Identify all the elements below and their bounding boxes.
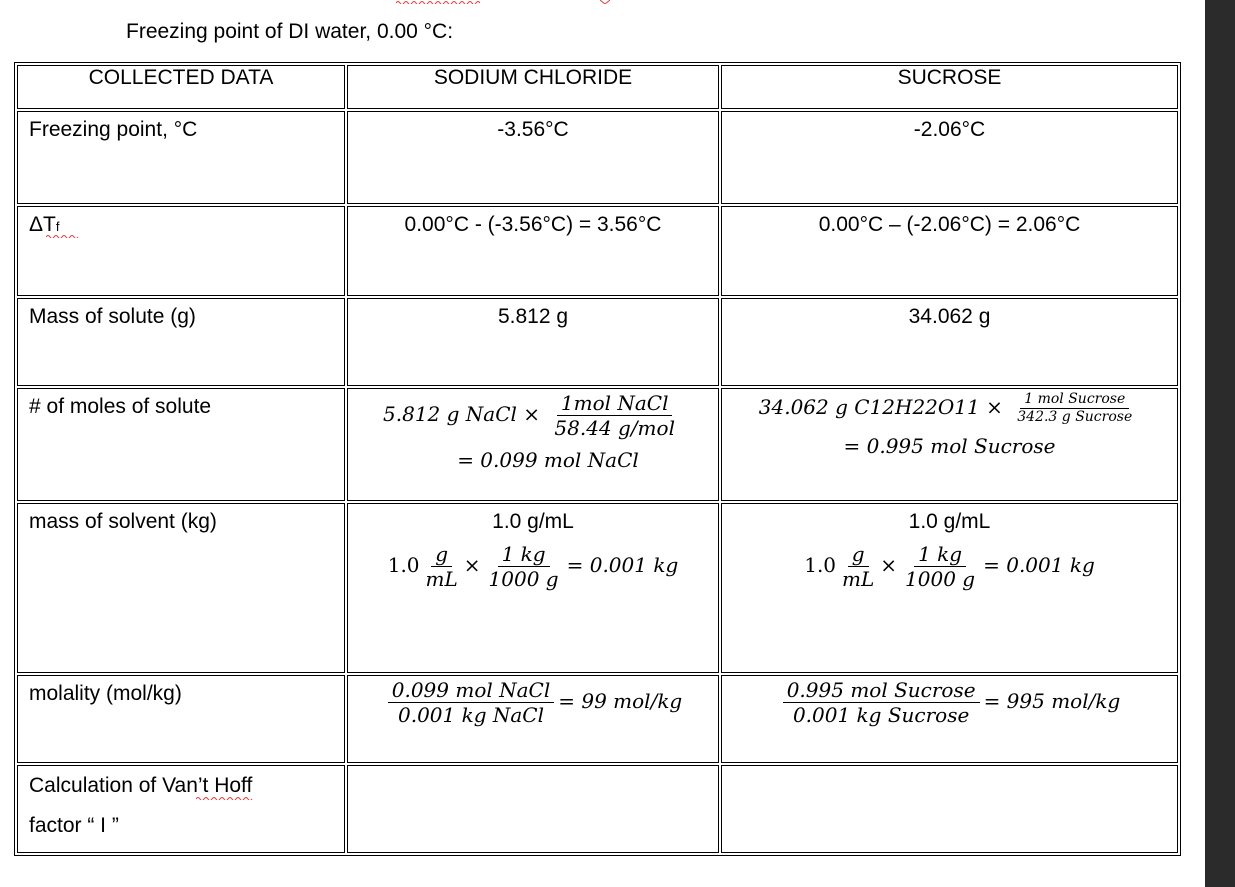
table-row: [17, 111, 1178, 204]
table-row: [17, 675, 1178, 763]
nacl-density[interactable]: 1.0 g/mL: [492, 510, 574, 533]
nacl-vant-hoff-cell[interactable]: [347, 765, 719, 853]
table-header-row: [17, 65, 1178, 109]
page-heading: Freezing point of DI water, 0.00 °C:: [126, 20, 454, 43]
row-label-vant-hoff: Calculation of Van’t Hoff factor “ I ”: [29, 774, 253, 837]
table-row: [17, 388, 1178, 501]
spellcheck-squiggle: [396, 0, 480, 4]
sucrose-freezing-point[interactable]: -2.06°C: [913, 118, 986, 141]
row-label-mass-solvent: mass of solvent (kg): [29, 510, 217, 533]
nacl-moles-result[interactable]: = 0.099 mol NaCl: [457, 448, 639, 472]
collected-data-table: [14, 62, 1181, 856]
nacl-solvent-equation[interactable]: 1.0 $\frac{g}{mL}$ × $\frac{1 kg}{1000 g}$ = 0.001 kg: [387, 542, 679, 591]
sucrose-delta-tf[interactable]: 0.00°C – (-2.06°C) = 2.06°C: [818, 213, 1081, 236]
sucrose-moles-equation[interactable]: 34.062 g C12H22O11 × $\frac{\text{1 mol Sucrose}}{\text{342.3 g Sucrose}}$: [758, 391, 1133, 425]
header-sucrose: SUCROSE: [721, 65, 1178, 109]
spellcheck-squiggle: [600, 0, 610, 4]
sucrose-moles-result[interactable]: = 0.995 mol Sucrose: [843, 433, 1056, 458]
vertical-scrollbar[interactable]: [1205, 0, 1235, 887]
row-label-mass-solute: Mass of solute (g): [29, 305, 196, 328]
row-label-freezing-point: Freezing point, °C: [29, 118, 198, 141]
sucrose-vant-hoff-cell[interactable]: [721, 765, 1178, 853]
row-label-delta-tf: ΔTf: [29, 213, 60, 236]
table-row: [17, 206, 1178, 296]
sucrose-solvent-equation[interactable]: 1.0 $\frac{g}{mL}$ × $\frac{1 kg}{1000 g}$ = 0.001 kg: [804, 542, 1095, 591]
row-label-molality: molality (mol/kg): [29, 682, 182, 705]
sucrose-molality-equation[interactable]: $\frac{\text{0.995 mol Sucrose}}{\text{0.001 kg Sucrose}}$ = 995 mol/kg: [722, 676, 1177, 727]
sucrose-mass-solute[interactable]: 34.062 g: [908, 305, 991, 328]
spellcheck-squiggle: [46, 234, 80, 238]
sucrose-density[interactable]: 1.0 g/mL: [908, 510, 991, 533]
nacl-delta-tf[interactable]: 0.00°C - (-3.56°C) = 3.56°C: [404, 213, 662, 236]
nacl-moles-equation[interactable]: 5.812 g NaCl × $\frac{\text{1mol NaCl}}{\text{58.44 g/mol}}$: [383, 391, 675, 440]
header-collected-data: COLLECTED DATA: [17, 65, 345, 109]
header-sodium-chloride: SODIUM CHLORIDE: [347, 65, 719, 109]
table-row: [17, 298, 1178, 386]
table-row: [17, 765, 1178, 853]
nacl-freezing-point[interactable]: -3.56°C: [497, 118, 569, 141]
row-label-moles-solute: # of moles of solute: [29, 395, 212, 418]
table-row: [17, 503, 1178, 673]
nacl-molality-equation[interactable]: $\frac{\text{0.099 mol NaCl}}{\text{0.001 kg NaCl}}$ = 99 mol/kg: [348, 676, 718, 727]
spellcheck-squiggle: [196, 796, 254, 800]
nacl-mass-solute[interactable]: 5.812 g: [497, 305, 569, 328]
